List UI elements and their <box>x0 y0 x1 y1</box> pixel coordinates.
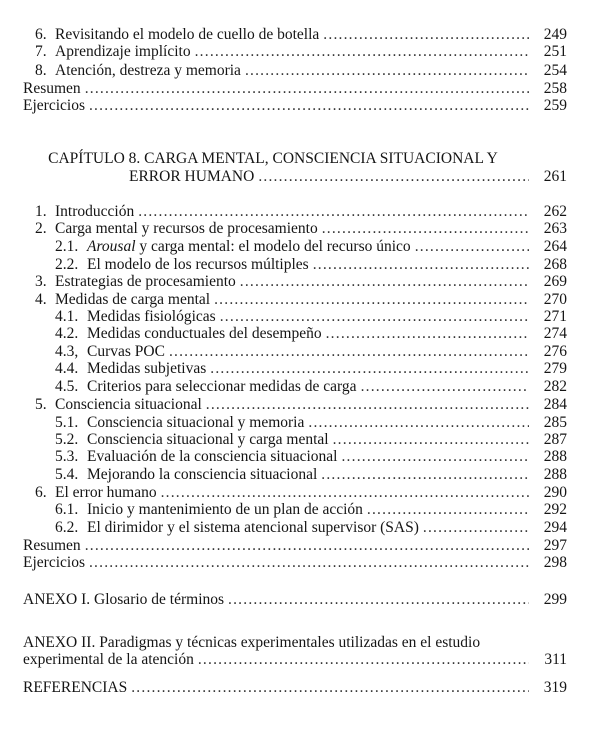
entry-page: 282 <box>543 378 567 395</box>
dot-leader <box>89 97 529 114</box>
toc-subentry <box>55 378 567 395</box>
toc-entry <box>35 62 567 79</box>
entry-title: Consciencia situacional <box>55 396 202 413</box>
entry-number: 1. <box>35 203 47 220</box>
entry-title: Ejercicios <box>23 554 85 571</box>
entry-number: 5.2. <box>55 431 79 448</box>
toc-entry <box>23 97 567 114</box>
annex2-title-line2: experimental de la atención <box>23 651 194 668</box>
entry-page: 287 <box>543 431 567 448</box>
entry-page: 251 <box>543 43 567 60</box>
entry-title: Resumen <box>23 537 81 554</box>
entry-page: 270 <box>543 291 567 308</box>
toc-subentry <box>55 431 567 448</box>
references-title: REFERENCIAS <box>23 679 128 696</box>
dot-leader <box>214 291 529 308</box>
toc-entry <box>35 396 567 413</box>
entry-title: Introducción <box>55 203 135 220</box>
entry-number: 4.1. <box>55 308 79 325</box>
annex-entry <box>23 591 567 608</box>
toc-subentry <box>55 414 567 431</box>
dot-leader <box>423 519 529 536</box>
toc-entry <box>35 291 567 308</box>
dot-leader <box>313 256 529 273</box>
toc-entry <box>35 26 567 43</box>
entry-number: 2.2. <box>55 256 79 273</box>
toc-subentry <box>55 466 567 483</box>
toc-subentry <box>55 238 567 255</box>
dot-leader <box>321 466 529 483</box>
entry-number: 4.3, <box>55 343 79 360</box>
dot-leader <box>195 43 529 60</box>
entry-number: 3. <box>35 273 47 290</box>
toc-subentry <box>55 501 567 518</box>
dot-leader <box>415 238 529 255</box>
entry-page: 262 <box>543 203 567 220</box>
toc-subentry <box>55 448 567 465</box>
dot-leader <box>333 431 529 448</box>
toc-entry <box>23 537 567 554</box>
references-page: 319 <box>543 679 567 696</box>
entry-page: 263 <box>543 220 567 237</box>
annex2-title-line1: ANEXO II. Paradigmas y técnicas experimentales utilizadas en el estudio <box>23 634 481 651</box>
dot-leader <box>308 414 529 431</box>
entry-page: 259 <box>543 97 567 114</box>
dot-leader <box>322 220 529 237</box>
entry-title-italic: Arousal <box>87 238 136 255</box>
toc-entry <box>35 203 567 220</box>
entry-title: Medidas conductuales del desempeño <box>87 325 322 342</box>
entry-title: Evaluación de la consciencia situacional <box>87 448 338 465</box>
entry-page: 294 <box>543 519 567 536</box>
entry-page: 271 <box>543 308 567 325</box>
toc-entry <box>35 484 567 501</box>
entry-page: 276 <box>543 343 567 360</box>
entry-number: 4. <box>35 291 47 308</box>
toc-entry <box>23 554 567 571</box>
annex1-page: 299 <box>543 591 567 608</box>
entry-title: Medidas de carga mental <box>55 291 211 308</box>
toc-entry <box>35 220 567 237</box>
entry-title: Criterios para seleccionar medidas de carga <box>87 378 357 395</box>
entry-title <box>87 238 411 255</box>
toc-subentry <box>55 325 567 342</box>
entry-title: Atención, destreza y memoria <box>55 62 241 79</box>
entry-title: Curvas POC <box>87 343 165 360</box>
toc-subentry <box>55 519 567 536</box>
dot-leader <box>85 537 529 554</box>
dot-leader <box>240 273 529 290</box>
dot-leader <box>131 679 529 696</box>
entry-page: 290 <box>543 484 567 501</box>
entry-page: 249 <box>543 26 567 43</box>
entry-number: 5. <box>35 396 47 413</box>
chapter-page: 261 <box>543 168 567 185</box>
chapter-title-line2-row <box>23 168 567 186</box>
toc-entry <box>23 80 567 97</box>
entry-number: 5.3. <box>55 448 79 465</box>
entry-page: 292 <box>543 501 567 518</box>
dot-leader <box>367 501 529 518</box>
dot-leader <box>169 343 529 360</box>
entry-page: 288 <box>543 466 567 483</box>
entry-page: 258 <box>543 80 567 97</box>
entry-number: 2.1. <box>55 238 79 255</box>
dot-leader <box>198 651 529 668</box>
entry-number: 8. <box>35 62 47 79</box>
entry-page: 268 <box>543 256 567 273</box>
entry-number: 6.1. <box>55 501 79 518</box>
toc-subentry <box>55 360 567 377</box>
dot-leader <box>161 484 529 501</box>
dot-leader <box>220 308 529 325</box>
entry-page: 285 <box>543 414 567 431</box>
entry-title-rest: y carga mental: el modelo del recurso único <box>135 238 411 255</box>
entry-page: 274 <box>543 325 567 342</box>
dot-leader <box>206 396 529 413</box>
chapter-title-line1: CAPÍTULO 8. CARGA MENTAL, CONSCIENCIA SITUACIONAL Y <box>48 150 498 167</box>
entry-page: 297 <box>543 537 567 554</box>
entry-title: Inicio y mantenimiento de un plan de acción <box>87 501 363 518</box>
entry-title: El error humano <box>55 484 157 501</box>
entry-number: 4.5. <box>55 378 79 395</box>
entry-page: 284 <box>543 396 567 413</box>
references-entry <box>23 679 567 696</box>
entry-title: Mejorando la consciencia situacional <box>87 466 318 483</box>
entry-title: Medidas subjetivas <box>87 360 207 377</box>
entry-number: 4.4. <box>55 360 79 377</box>
dot-leader <box>361 378 529 395</box>
entry-title: Revisitando el modelo de cuello de botella <box>55 26 320 43</box>
toc-subentry <box>55 256 567 273</box>
toc-entry <box>35 43 567 60</box>
chapter-heading <box>23 150 567 185</box>
dot-leader <box>245 62 529 79</box>
entry-title: El modelo de los recursos múltiples <box>87 256 309 273</box>
dot-leader <box>326 325 529 342</box>
entry-title: Resumen <box>23 80 81 97</box>
entry-number: 5.4. <box>55 466 79 483</box>
entry-page: 279 <box>543 360 567 377</box>
entry-title: Consciencia situacional y carga mental <box>87 431 329 448</box>
toc-subentry <box>55 308 567 325</box>
dot-leader <box>228 591 529 608</box>
entry-page: 254 <box>543 62 567 79</box>
dot-leader <box>210 360 529 377</box>
dot-leader <box>85 80 529 97</box>
entry-number: 5.1. <box>55 414 79 431</box>
entry-page: 269 <box>543 273 567 290</box>
entry-number: 7. <box>35 43 47 60</box>
dot-leader <box>89 554 529 571</box>
entry-title: Ejercicios <box>23 97 85 114</box>
toc-subentry <box>55 343 567 360</box>
entry-page: 298 <box>543 554 567 571</box>
entry-page: 264 <box>543 238 567 255</box>
dot-leader <box>258 168 529 186</box>
annex-entry <box>23 651 567 668</box>
entry-title: Aprendizaje implícito <box>55 43 191 60</box>
entry-page: 288 <box>543 448 567 465</box>
toc-entry <box>35 273 567 290</box>
entry-number: 4.2. <box>55 325 79 342</box>
annex2-page: 311 <box>544 651 567 668</box>
entry-number: 2. <box>35 220 47 237</box>
annex1-title: ANEXO I. Glosario de términos <box>23 591 225 608</box>
entry-number: 6. <box>35 26 47 43</box>
dot-leader <box>138 203 529 220</box>
entry-title: Estrategias de procesamiento <box>55 273 236 290</box>
entry-title: El dirimidor y el sistema atencional supervisor (SAS) <box>87 519 419 536</box>
entry-title: Consciencia situacional y memoria <box>87 414 305 431</box>
entry-title: Carga mental y recursos de procesamiento <box>55 220 318 237</box>
entry-title: Medidas fisiológicas <box>87 308 216 325</box>
dot-leader <box>341 448 529 465</box>
dot-leader <box>323 26 529 43</box>
entry-number: 6.2. <box>55 519 79 536</box>
chapter-title-line2: ERROR HUMANO <box>129 168 255 185</box>
entry-number: 6. <box>35 484 47 501</box>
